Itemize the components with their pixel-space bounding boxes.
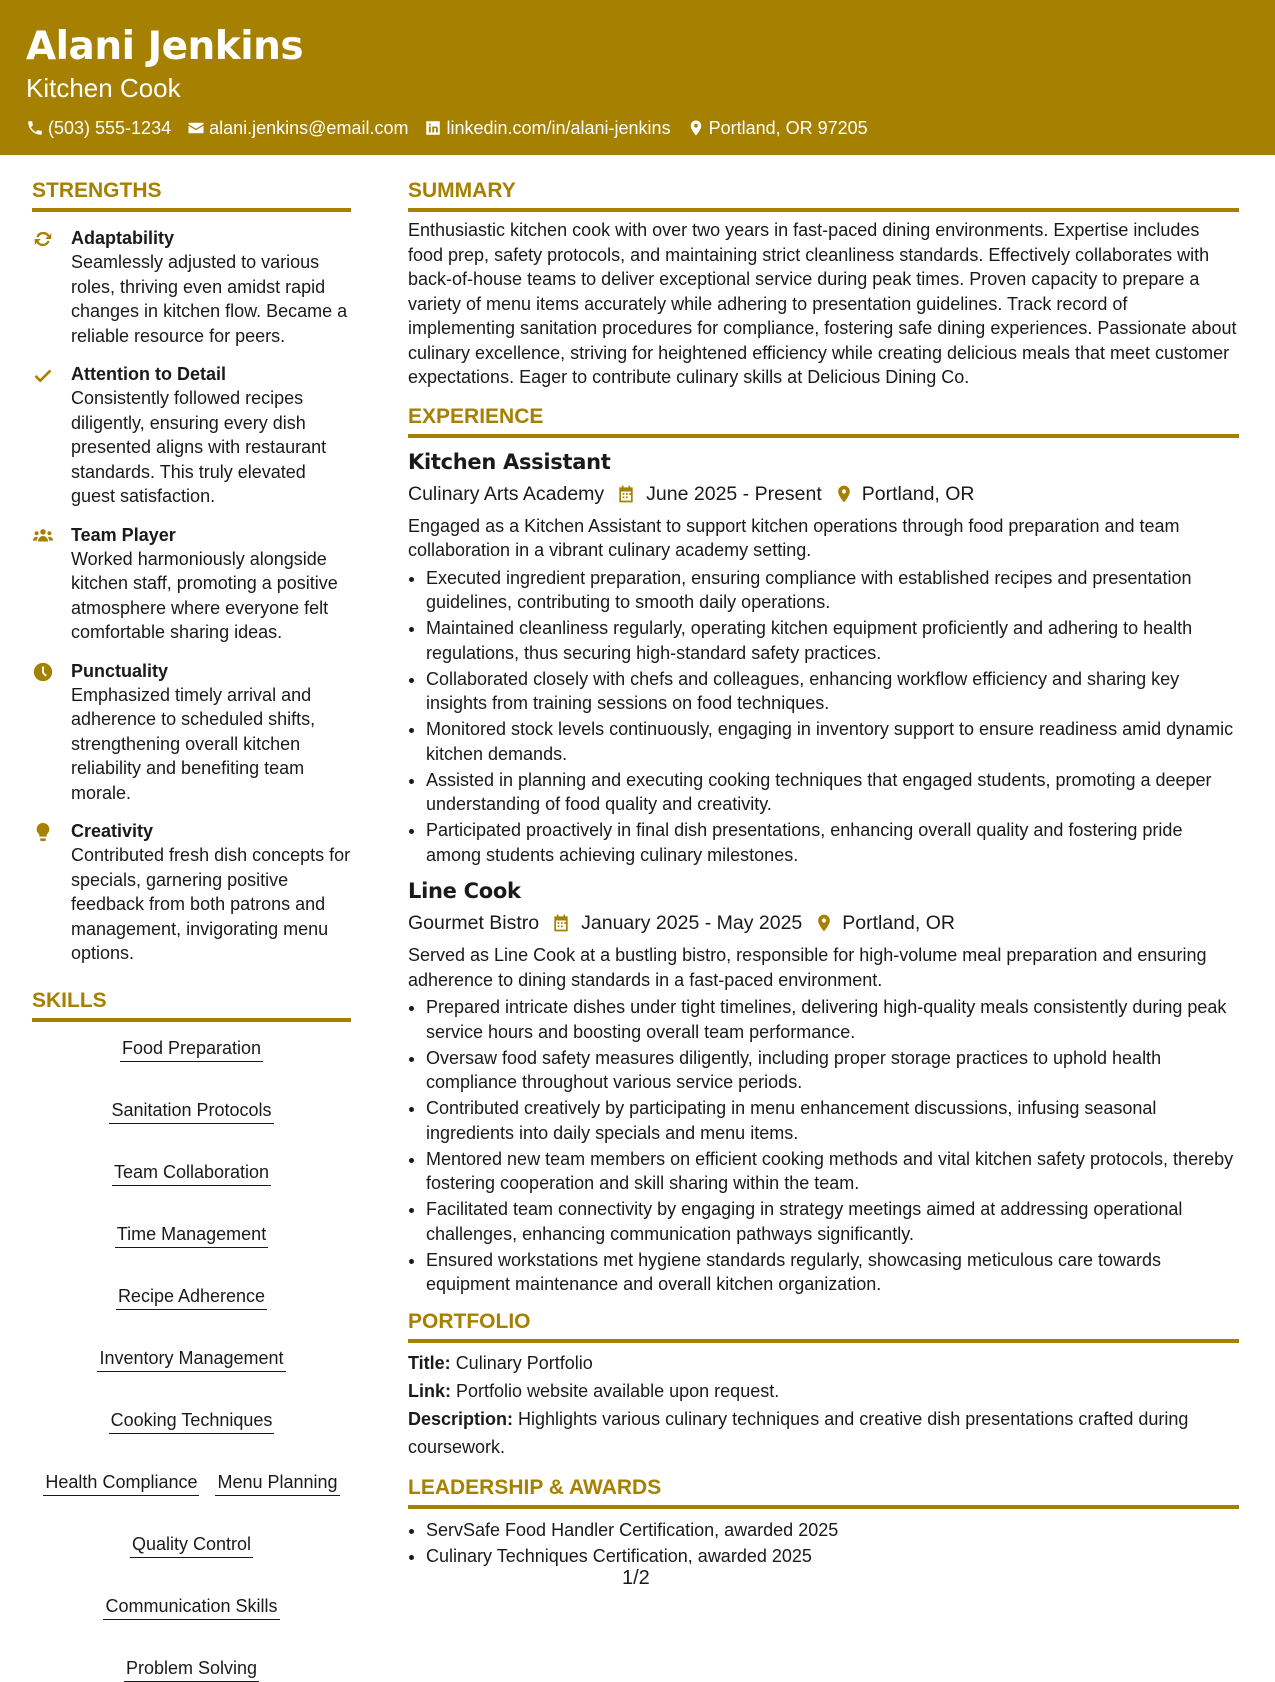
strength-item: [32, 362, 351, 509]
skill-tag: Team Collaboration: [112, 1160, 271, 1186]
portfolio-link-value: Portfolio website available upon request.: [456, 1380, 780, 1401]
list-item: • Participated proactively in final dish presentations, enhancing overall quality and fostering pride among students achieving culinary milestones.: [426, 818, 1239, 867]
strength-title: Punctuality: [71, 660, 169, 681]
check-icon: [32, 364, 54, 386]
contact-bar: [26, 116, 1249, 140]
portfolio-link-row: [408, 1377, 1239, 1405]
strength-item: [32, 819, 351, 966]
list-item: • Prepared intricate dishes under tight timelines, delivering high-quality meals consistently during peak service hours and boosting overall team performance.: [426, 995, 1239, 1044]
awards-heading: LEADERSHIP & AWARDS: [408, 1473, 1239, 1509]
portfolio-heading: PORTFOLIO: [408, 1307, 1239, 1343]
linkedin-text: linkedin.com/in/alani-jenkins: [446, 118, 671, 138]
skill-tag: Quality Control: [130, 1532, 253, 1558]
skill-tag: Sanitation Protocols: [109, 1098, 273, 1124]
resume-header: [0, 0, 1275, 155]
list-item: • Contributed creatively by participating in menu enhancement discussions, infusing seasonal ingredients into daily specials and menu items.: [426, 1096, 1239, 1145]
left-column: [32, 176, 351, 1682]
candidate-name: Alani Jenkins: [26, 24, 304, 69]
portfolio-desc-row: [408, 1405, 1239, 1461]
list-item: • Assisted in planning and executing cooking techniques that engaged students, promoting a deeper understanding of food quality and creativity.: [426, 768, 1239, 817]
page-number: 1/2: [622, 1567, 650, 1589]
skill-tag: Time Management: [115, 1222, 268, 1248]
strength-title: Adaptability: [71, 228, 175, 248]
right-column: [408, 176, 1239, 1569]
skill-tag: Communication Skills: [103, 1594, 279, 1620]
strength-item: [32, 226, 351, 348]
calendar-icon: [551, 913, 571, 933]
portfolio-title-label: Title:: [408, 1352, 451, 1373]
list-item: • ServSafe Food Handler Certification, awarded 2025: [426, 1517, 1239, 1543]
summary-heading: SUMMARY: [408, 176, 1239, 212]
skill-tag: Health Compliance: [43, 1470, 199, 1496]
strength-title: Creativity: [71, 821, 154, 841]
awards-list: [426, 1517, 1239, 1569]
list-item: • Facilitated team connectivity by engaging in strategy meetings aimed at addressing operational challenges, enhancing communication pathways significantly.: [426, 1197, 1239, 1246]
map-pin-icon: [687, 119, 705, 137]
skill-tag: Cooking Techniques: [109, 1408, 275, 1434]
portfolio-desc-value: Highlights various culinary techniques and creative dish presentations crafted during coursework.: [408, 1408, 1189, 1457]
portfolio-title-row: [408, 1349, 1239, 1377]
job-entry: [408, 877, 1239, 1297]
job-title: Line Cook: [408, 879, 521, 903]
portfolio-title-value: Culinary Portfolio: [455, 1352, 593, 1373]
contact-linkedin[interactable]: [424, 116, 670, 140]
contact-phone[interactable]: [26, 116, 171, 140]
map-pin-icon: [834, 484, 854, 504]
email-text: alani.jenkins@email.com: [209, 118, 409, 138]
location-text: Portland, OR 97205: [708, 118, 868, 138]
job-location: Portland, OR: [842, 912, 955, 934]
strength-desc: Seamlessly adjusted to various roles, thriving even amidst rapid changes in kitchen flow. Became a reliable resource for peers.: [71, 252, 348, 346]
list-item: • Mentored new team members on efficient cooking methods and vital kitchen safety protocols, thereby fostering cooperation and skill sharing within the team.: [426, 1147, 1239, 1196]
list-item: • Collaborated closely with chefs and colleagues, enhancing workflow efficiency and sharing key insights from training sessions on food techniques.: [426, 667, 1239, 716]
skill-tag: Recipe Adherence: [116, 1284, 267, 1310]
strength-title: Team Player: [71, 524, 176, 545]
list-item: • Executed ingredient preparation, ensuring compliance with established recipes and presentation guidelines, contributing to smooth daily operations.: [426, 566, 1239, 615]
strength-desc: Consistently followed recipes diligently, ensuring every dish presented aligns with restaurant standards. This truly elevated guest satisfaction.: [71, 388, 327, 506]
job-title: Kitchen Assistant: [408, 449, 611, 474]
linkedin-icon: [424, 119, 442, 137]
strength-title: Attention to Detail: [71, 364, 226, 384]
strength-item: [32, 659, 351, 806]
summary-text: Enthusiastic kitchen cook with over two years in fast-paced dining environments. Expertise includes food prep, safety protocols, and maintaining strict cleanliness standards. Effectively collaborates with back-of-house teams to deliver exceptional service during peak times. Proven capacity to prepare a variety of menu items accurately while adhering to presentation guidelines. Track record of implementing sanitation procedures for compliance, fostering safe dining experiences. Passionate about culinary excellence, striving for heightened efficiency while creating delicious meals that meet customer expectations. Eager to contribute culinary skills at Delicious Dining Co.: [408, 220, 1237, 387]
job-bullets: [426, 566, 1239, 868]
skills-list: [32, 1036, 351, 1682]
envelope-icon: [187, 119, 205, 137]
job-location: Portland, OR: [861, 482, 975, 505]
phone-text: (503) 555-1234: [48, 118, 172, 138]
job-meta: [408, 909, 1239, 937]
refresh-icon: [32, 228, 54, 250]
experience-heading: EXPERIENCE: [408, 402, 1239, 438]
job-company: Gourmet Bistro: [408, 912, 540, 934]
list-item: • Culinary Techniques Certification, awarded 2025: [426, 1543, 1239, 1569]
portfolio-block: [408, 1349, 1239, 1461]
skills-heading: SKILLS: [32, 986, 351, 1022]
phone-icon: [26, 119, 44, 137]
strengths-heading: STRENGTHS: [32, 176, 351, 212]
skill-tag: Food Preparation: [120, 1036, 263, 1062]
job-bullets: [426, 995, 1239, 1297]
list-item: • Monitored stock levels continuously, engaging in inventory support to ensure readiness amid dynamic kitchen demands.: [426, 717, 1239, 766]
strength-desc: Emphasized timely arrival and adherence to scheduled shifts, strengthening overall kitchen reliability and benefiting team morale.: [71, 684, 316, 803]
skill-tag: Inventory Management: [97, 1346, 285, 1372]
skill-tag: Problem Solving: [124, 1656, 259, 1682]
strength-desc: Worked harmoniously alongside kitchen staff, promoting a positive atmosphere where everyone felt comfortable sharing ideas.: [71, 548, 338, 642]
strength-item: [32, 523, 351, 645]
list-item: • Ensured workstations met hygiene standards regularly, showcasing meticulous care towards equipment maintenance and overall kitchen organization.: [426, 1248, 1239, 1297]
list-item: • Maintained cleanliness regularly, operating kitchen equipment proficiently and adhering to health regulations, thus securing high-standard safety practices.: [426, 616, 1239, 665]
portfolio-desc-label: Description:: [408, 1408, 514, 1429]
job-dates: January 2025 - May 2025: [581, 912, 803, 934]
contact-location: [687, 116, 868, 140]
job-company: Culinary Arts Academy: [408, 482, 605, 505]
users-icon: [32, 525, 54, 547]
calendar-icon: [616, 484, 636, 504]
strength-desc: Contributed fresh dish concepts for specials, garnering positive feedback from both patrons and management, invigorating menu options.: [71, 845, 351, 963]
job-desc: Engaged as a Kitchen Assistant to support kitchen operations through food preparation and team collaboration in a vibrant culinary academy setting.: [408, 515, 1180, 560]
portfolio-link-label: Link:: [408, 1380, 451, 1401]
job-meta: [408, 480, 1239, 508]
candidate-title: Kitchen Cook: [26, 73, 181, 103]
job-desc: Served as Line Cook at a bustling bistro, responsible for high-volume meal preparation and ensuring adherence to dining standards in a fast-paced environment.: [408, 945, 1207, 990]
map-pin-icon: [814, 913, 834, 933]
job-entry: [408, 448, 1239, 868]
job-dates: June 2025 - Present: [646, 482, 822, 505]
list-item: • Oversaw food safety measures diligently, including proper storage practices to uphold health compliance throughout various service periods.: [426, 1046, 1239, 1095]
clock-icon: [32, 661, 54, 683]
skill-tag: Menu Planning: [215, 1470, 339, 1496]
contact-email[interactable]: [187, 116, 408, 140]
lightbulb-icon: [32, 821, 54, 843]
